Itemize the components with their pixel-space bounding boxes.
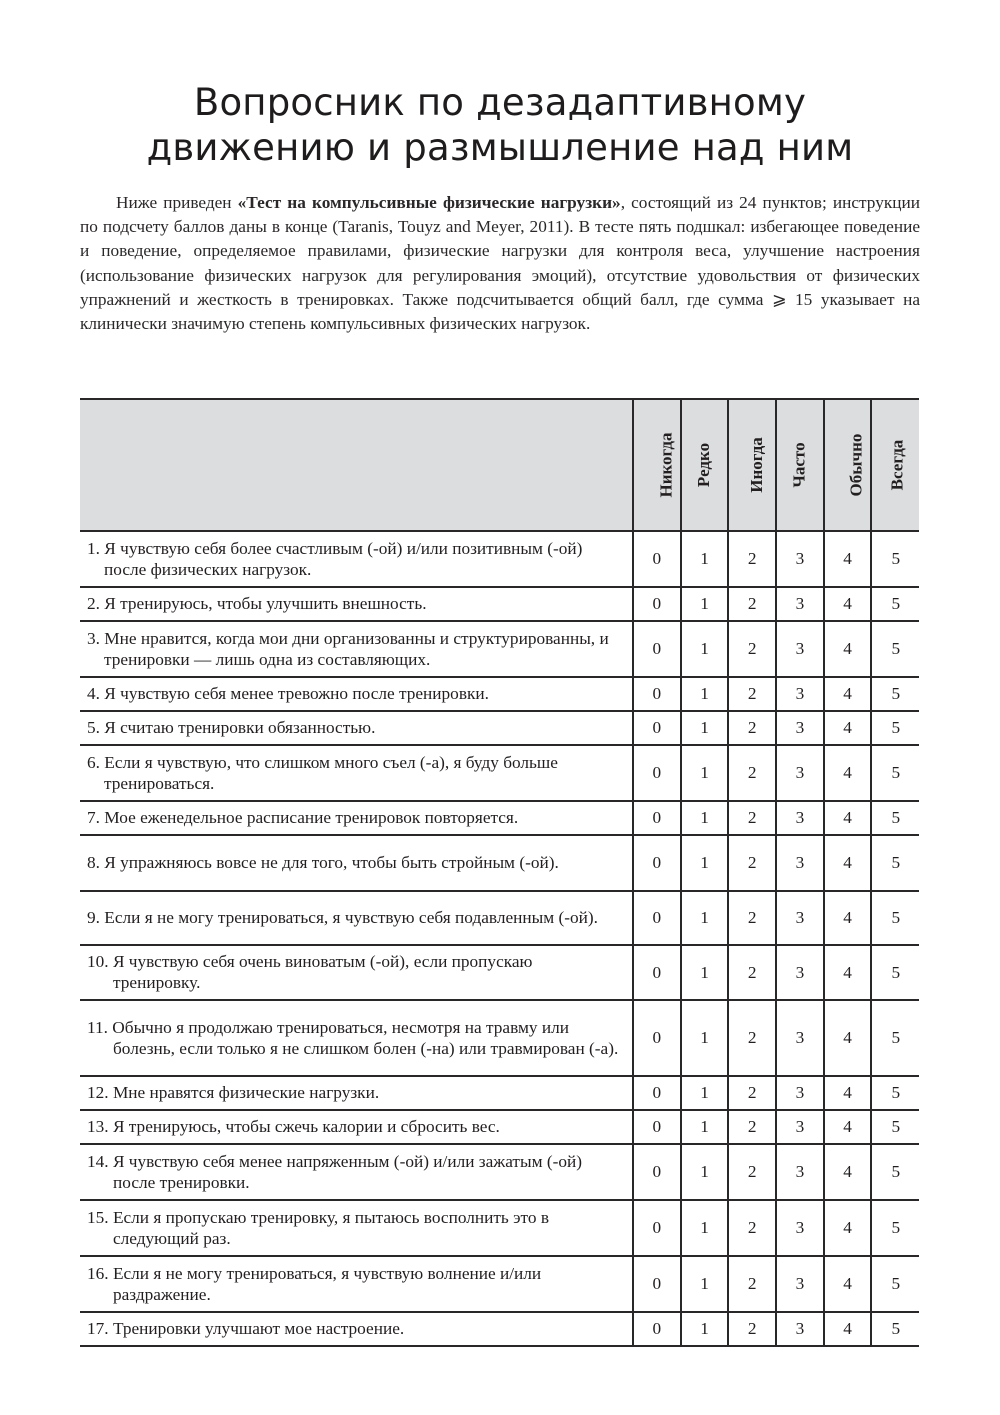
header-rarely: [681, 399, 729, 531]
score-option-3[interactable]: 3: [776, 1144, 824, 1200]
score-option-5[interactable]: 5: [871, 1110, 919, 1144]
score-option-3[interactable]: 3: [776, 745, 824, 801]
score-option-3[interactable]: 3: [776, 1312, 824, 1346]
score-option-3[interactable]: 3: [776, 1076, 824, 1110]
score-option-5[interactable]: 5: [871, 801, 919, 835]
score-option-5[interactable]: 5: [871, 745, 919, 801]
intro-body: , состоящий из 24 пунктов; инструкции по подсчету баллов даны в конце (Taranis, Touyz and Meyer, 2011). В тесте пять подшкал: избегающее поведение и поведение, определяемое правилами, физические нагрузки для контроля веса, улучшение настроения (использование физических нагрузок для регулирования эмоций), отсутствие удовольствия от физических упражнений и жесткость в тренировках. Также подсчитывается общий балл, где сумма ⩾ 15 указывает на клинически значимую степень компульсивных физических нагрузок.: [80, 193, 920, 334]
question-text: [87, 1082, 624, 1103]
question-text: [87, 717, 624, 738]
question-number: 1.: [87, 538, 100, 558]
score-option-1[interactable]: 1: [681, 1256, 729, 1312]
score-option-4[interactable]: 4: [824, 1200, 872, 1256]
table-header-row: [80, 399, 919, 531]
question-label: Если я не могу тренироваться, я чувствую волнение и/или раздражение.: [112, 1263, 542, 1304]
question-label: Я считаю тренировки обязанностью.: [104, 718, 376, 737]
score-option-5[interactable]: 5: [871, 1312, 919, 1346]
score-option-0[interactable]: 0: [633, 835, 681, 891]
score-option-4[interactable]: 4: [824, 677, 872, 711]
score-option-1[interactable]: 1: [681, 587, 729, 621]
score-option-2[interactable]: 2: [728, 1076, 776, 1110]
question-number: 8.: [87, 853, 100, 872]
question-cell: [80, 1000, 633, 1076]
table-row: [80, 1110, 919, 1144]
page-title: [0, 80, 1000, 170]
score-option-1[interactable]: 1: [681, 1110, 729, 1144]
score-option-3[interactable]: 3: [776, 587, 824, 621]
question-label: Я чувствую себя менее напряженным (-ой) и/или зажатым (-ой) после тренировки.: [112, 1151, 583, 1192]
questionnaire-table: [80, 398, 919, 1347]
score-option-4[interactable]: 4: [824, 1000, 872, 1076]
score-option-1[interactable]: 1: [681, 1200, 729, 1256]
score-option-5[interactable]: 5: [871, 1000, 919, 1076]
score-option-2[interactable]: 2: [728, 1200, 776, 1256]
question-cell: [80, 711, 633, 745]
score-option-2[interactable]: 2: [728, 891, 776, 945]
question-cell: [80, 835, 633, 891]
question-label: Мое еженедельное расписание тренировок повторяется.: [104, 808, 519, 827]
intro-test-name: «Тест на компульсивные физические нагрузки»: [237, 193, 621, 212]
score-option-5[interactable]: 5: [871, 891, 919, 945]
table-row: [80, 1256, 919, 1312]
table-row: [80, 1200, 919, 1256]
score-option-5[interactable]: 5: [871, 587, 919, 621]
question-number: 15.: [87, 1207, 109, 1227]
question-number: 12.: [87, 1083, 109, 1102]
score-option-0[interactable]: 0: [633, 945, 681, 1000]
score-option-0[interactable]: 0: [633, 1076, 681, 1110]
score-option-5[interactable]: 5: [871, 945, 919, 1000]
question-cell: [80, 1110, 633, 1144]
score-option-4[interactable]: 4: [824, 801, 872, 835]
page-title-line-2: движению и размышление над ним: [146, 126, 854, 169]
question-label: Если я чувствую, что слишком много съел (-а), я буду больше тренироваться.: [104, 752, 558, 793]
score-option-2[interactable]: 2: [728, 745, 776, 801]
score-option-0[interactable]: 0: [633, 1256, 681, 1312]
score-option-3[interactable]: 3: [776, 1256, 824, 1312]
table-row: [80, 891, 919, 945]
question-cell: [80, 745, 633, 801]
score-option-5[interactable]: 5: [871, 621, 919, 677]
header-label: Часто: [789, 442, 809, 488]
question-label: Я упражняюсь вовсе не для того, чтобы быть стройным (-ой).: [104, 853, 559, 872]
score-option-0[interactable]: 0: [633, 587, 681, 621]
score-option-0[interactable]: 0: [633, 531, 681, 587]
question-text: [87, 593, 624, 614]
header-never: [633, 399, 681, 531]
score-option-1[interactable]: 1: [681, 531, 729, 587]
score-option-5[interactable]: 5: [871, 711, 919, 745]
question-cell: [80, 891, 633, 945]
table-row: [80, 945, 919, 1000]
score-option-0[interactable]: 0: [633, 1144, 681, 1200]
score-option-0[interactable]: 0: [633, 801, 681, 835]
score-option-3[interactable]: 3: [776, 621, 824, 677]
question-number: 17.: [87, 1319, 109, 1338]
score-option-2[interactable]: 2: [728, 531, 776, 587]
score-option-3[interactable]: 3: [776, 891, 824, 945]
question-number: 13.: [87, 1117, 109, 1136]
table-row: [80, 1076, 919, 1110]
score-option-4[interactable]: 4: [824, 745, 872, 801]
score-option-4[interactable]: 4: [824, 1076, 872, 1110]
score-option-5[interactable]: 5: [871, 1256, 919, 1312]
score-option-2[interactable]: 2: [728, 711, 776, 745]
score-option-1[interactable]: 1: [681, 801, 729, 835]
header-question-cell: [80, 399, 633, 531]
header-label: Всегда: [887, 439, 907, 491]
question-number: 14.: [87, 1151, 109, 1171]
score-option-4[interactable]: 4: [824, 835, 872, 891]
score-option-2[interactable]: 2: [728, 835, 776, 891]
score-option-4[interactable]: 4: [824, 1144, 872, 1200]
question-text: [87, 1318, 624, 1339]
score-option-4[interactable]: 4: [824, 711, 872, 745]
score-option-5[interactable]: 5: [871, 1144, 919, 1200]
score-option-5[interactable]: 5: [871, 1200, 919, 1256]
score-option-1[interactable]: 1: [681, 835, 729, 891]
table-row: [80, 621, 919, 677]
question-text: [87, 1116, 624, 1137]
score-option-3[interactable]: 3: [776, 945, 824, 1000]
page-title-line-1: Вопросник по дезадаптивному: [193, 81, 807, 124]
score-option-0[interactable]: 0: [633, 1312, 681, 1346]
table-row: [80, 835, 919, 891]
header-label: Никогда: [656, 432, 676, 498]
question-cell: [80, 531, 633, 587]
score-option-1[interactable]: 1: [681, 945, 729, 1000]
score-option-3[interactable]: 3: [776, 677, 824, 711]
question-number: 5.: [87, 718, 100, 737]
question-label: Обычно я продолжаю тренироваться, несмотря на травму или болезнь, если только я не слишком болен (-на) или травмирован (-а).: [112, 1017, 619, 1058]
table-row: [80, 1312, 919, 1346]
table-row: [80, 531, 919, 587]
table-row: [80, 1144, 919, 1200]
score-option-0[interactable]: 0: [633, 891, 681, 945]
score-option-2[interactable]: 2: [728, 1110, 776, 1144]
question-text: [87, 628, 624, 670]
score-option-3[interactable]: 3: [776, 531, 824, 587]
score-option-5[interactable]: 5: [871, 531, 919, 587]
table-row: [80, 587, 919, 621]
score-option-1[interactable]: 1: [681, 1000, 729, 1076]
header-label: Обычно: [846, 433, 866, 497]
question-number: 4.: [87, 684, 100, 703]
question-cell: [80, 621, 633, 677]
score-option-2[interactable]: 2: [728, 621, 776, 677]
question-number: 3.: [87, 628, 100, 648]
question-number: 11.: [87, 1017, 108, 1037]
score-option-2[interactable]: 2: [728, 1144, 776, 1200]
score-option-3[interactable]: 3: [776, 801, 824, 835]
question-text: [87, 951, 624, 993]
question-text: [87, 1207, 624, 1249]
question-cell: [80, 1200, 633, 1256]
question-number: 16.: [87, 1263, 109, 1283]
score-option-0[interactable]: 0: [633, 745, 681, 801]
score-option-3[interactable]: 3: [776, 711, 824, 745]
intro-lead: Ниже приведен: [116, 193, 238, 212]
question-number: 7.: [87, 808, 100, 827]
question-text: [87, 683, 624, 704]
question-cell: [80, 1144, 633, 1200]
score-option-1[interactable]: 1: [681, 1312, 729, 1346]
header-usually: [824, 399, 872, 531]
question-number: 2.: [87, 594, 100, 613]
score-option-5[interactable]: 5: [871, 1076, 919, 1110]
score-option-1[interactable]: 1: [681, 891, 729, 945]
question-cell: [80, 1256, 633, 1312]
score-option-1[interactable]: 1: [681, 1076, 729, 1110]
score-option-4[interactable]: 4: [824, 945, 872, 1000]
score-option-4[interactable]: 4: [824, 587, 872, 621]
score-option-1[interactable]: 1: [681, 711, 729, 745]
question-label: Я тренируюсь, чтобы улучшить внешность.: [104, 594, 427, 613]
question-text: [87, 538, 624, 580]
question-label: Если я пропускаю тренировку, я пытаюсь восполнить это в следующий раз.: [112, 1207, 549, 1248]
score-option-3[interactable]: 3: [776, 835, 824, 891]
score-option-0[interactable]: 0: [633, 711, 681, 745]
question-label: Я чувствую себя более счастливым (-ой) и/или позитивным (-ой) после физических нагрузок.: [104, 538, 583, 579]
score-option-4[interactable]: 4: [824, 1110, 872, 1144]
score-option-2[interactable]: 2: [728, 1000, 776, 1076]
header-label: Иногда: [747, 437, 767, 493]
question-text: [87, 1263, 624, 1305]
question-label: Мне нравятся физические нагрузки.: [112, 1083, 380, 1102]
question-label: Мне нравится, когда мои дни организованны и структурированны, и тренировки — лишь одна из составляющих.: [104, 628, 609, 669]
score-option-4[interactable]: 4: [824, 1312, 872, 1346]
score-option-0[interactable]: 0: [633, 677, 681, 711]
header-sometimes: [728, 399, 776, 531]
question-text: [87, 852, 624, 873]
score-option-4[interactable]: 4: [824, 891, 872, 945]
header-always: [871, 399, 919, 531]
question-label: Я чувствую себя менее тревожно после тренировки.: [104, 684, 489, 703]
score-option-3[interactable]: 3: [776, 1000, 824, 1076]
table-row: [80, 711, 919, 745]
score-option-3[interactable]: 3: [776, 1110, 824, 1144]
header-label: Редко: [694, 442, 714, 488]
intro-paragraph: [80, 191, 920, 336]
question-label: Я чувствую себя очень виноватым (-ой), если пропускаю тренировку.: [112, 952, 533, 992]
question-cell: [80, 1076, 633, 1110]
table-row: [80, 677, 919, 711]
score-option-1[interactable]: 1: [681, 745, 729, 801]
question-label: Тренировки улучшают мое настроение.: [112, 1319, 405, 1338]
question-label: Я тренируюсь, чтобы сжечь калории и сбросить вес.: [112, 1117, 500, 1136]
score-option-2[interactable]: 2: [728, 801, 776, 835]
score-option-1[interactable]: 1: [681, 621, 729, 677]
score-option-2[interactable]: 2: [728, 1256, 776, 1312]
table-row: [80, 801, 919, 835]
score-option-0[interactable]: 0: [633, 621, 681, 677]
question-text: [87, 807, 624, 828]
question-text: [87, 907, 624, 928]
questionnaire-body: [80, 531, 919, 1346]
score-option-0[interactable]: 0: [633, 1110, 681, 1144]
table-row: [80, 1000, 919, 1076]
score-option-3[interactable]: 3: [776, 1200, 824, 1256]
question-text: [87, 1017, 624, 1059]
score-option-2[interactable]: 2: [728, 587, 776, 621]
question-label: Если я не могу тренироваться, я чувствую себя подавленным (-ой).: [104, 908, 598, 927]
score-option-1[interactable]: 1: [681, 677, 729, 711]
table-row: [80, 745, 919, 801]
question-cell: [80, 945, 633, 1000]
question-number: 6.: [87, 752, 100, 772]
header-often: [776, 399, 824, 531]
score-option-2[interactable]: 2: [728, 677, 776, 711]
question-cell: [80, 587, 633, 621]
score-option-4[interactable]: 4: [824, 531, 872, 587]
question-cell: [80, 677, 633, 711]
question-text: [87, 752, 624, 794]
question-text: [87, 1151, 624, 1193]
question-cell: [80, 1312, 633, 1346]
score-option-5[interactable]: 5: [871, 677, 919, 711]
question-number: 9.: [87, 908, 100, 927]
question-cell: [80, 801, 633, 835]
question-number: 10.: [87, 952, 109, 971]
score-option-2[interactable]: 2: [728, 945, 776, 1000]
score-option-4[interactable]: 4: [824, 1256, 872, 1312]
score-option-4[interactable]: 4: [824, 621, 872, 677]
score-option-5[interactable]: 5: [871, 835, 919, 891]
score-option-1[interactable]: 1: [681, 1144, 729, 1200]
score-option-0[interactable]: 0: [633, 1200, 681, 1256]
score-option-2[interactable]: 2: [728, 1312, 776, 1346]
score-option-0[interactable]: 0: [633, 1000, 681, 1076]
